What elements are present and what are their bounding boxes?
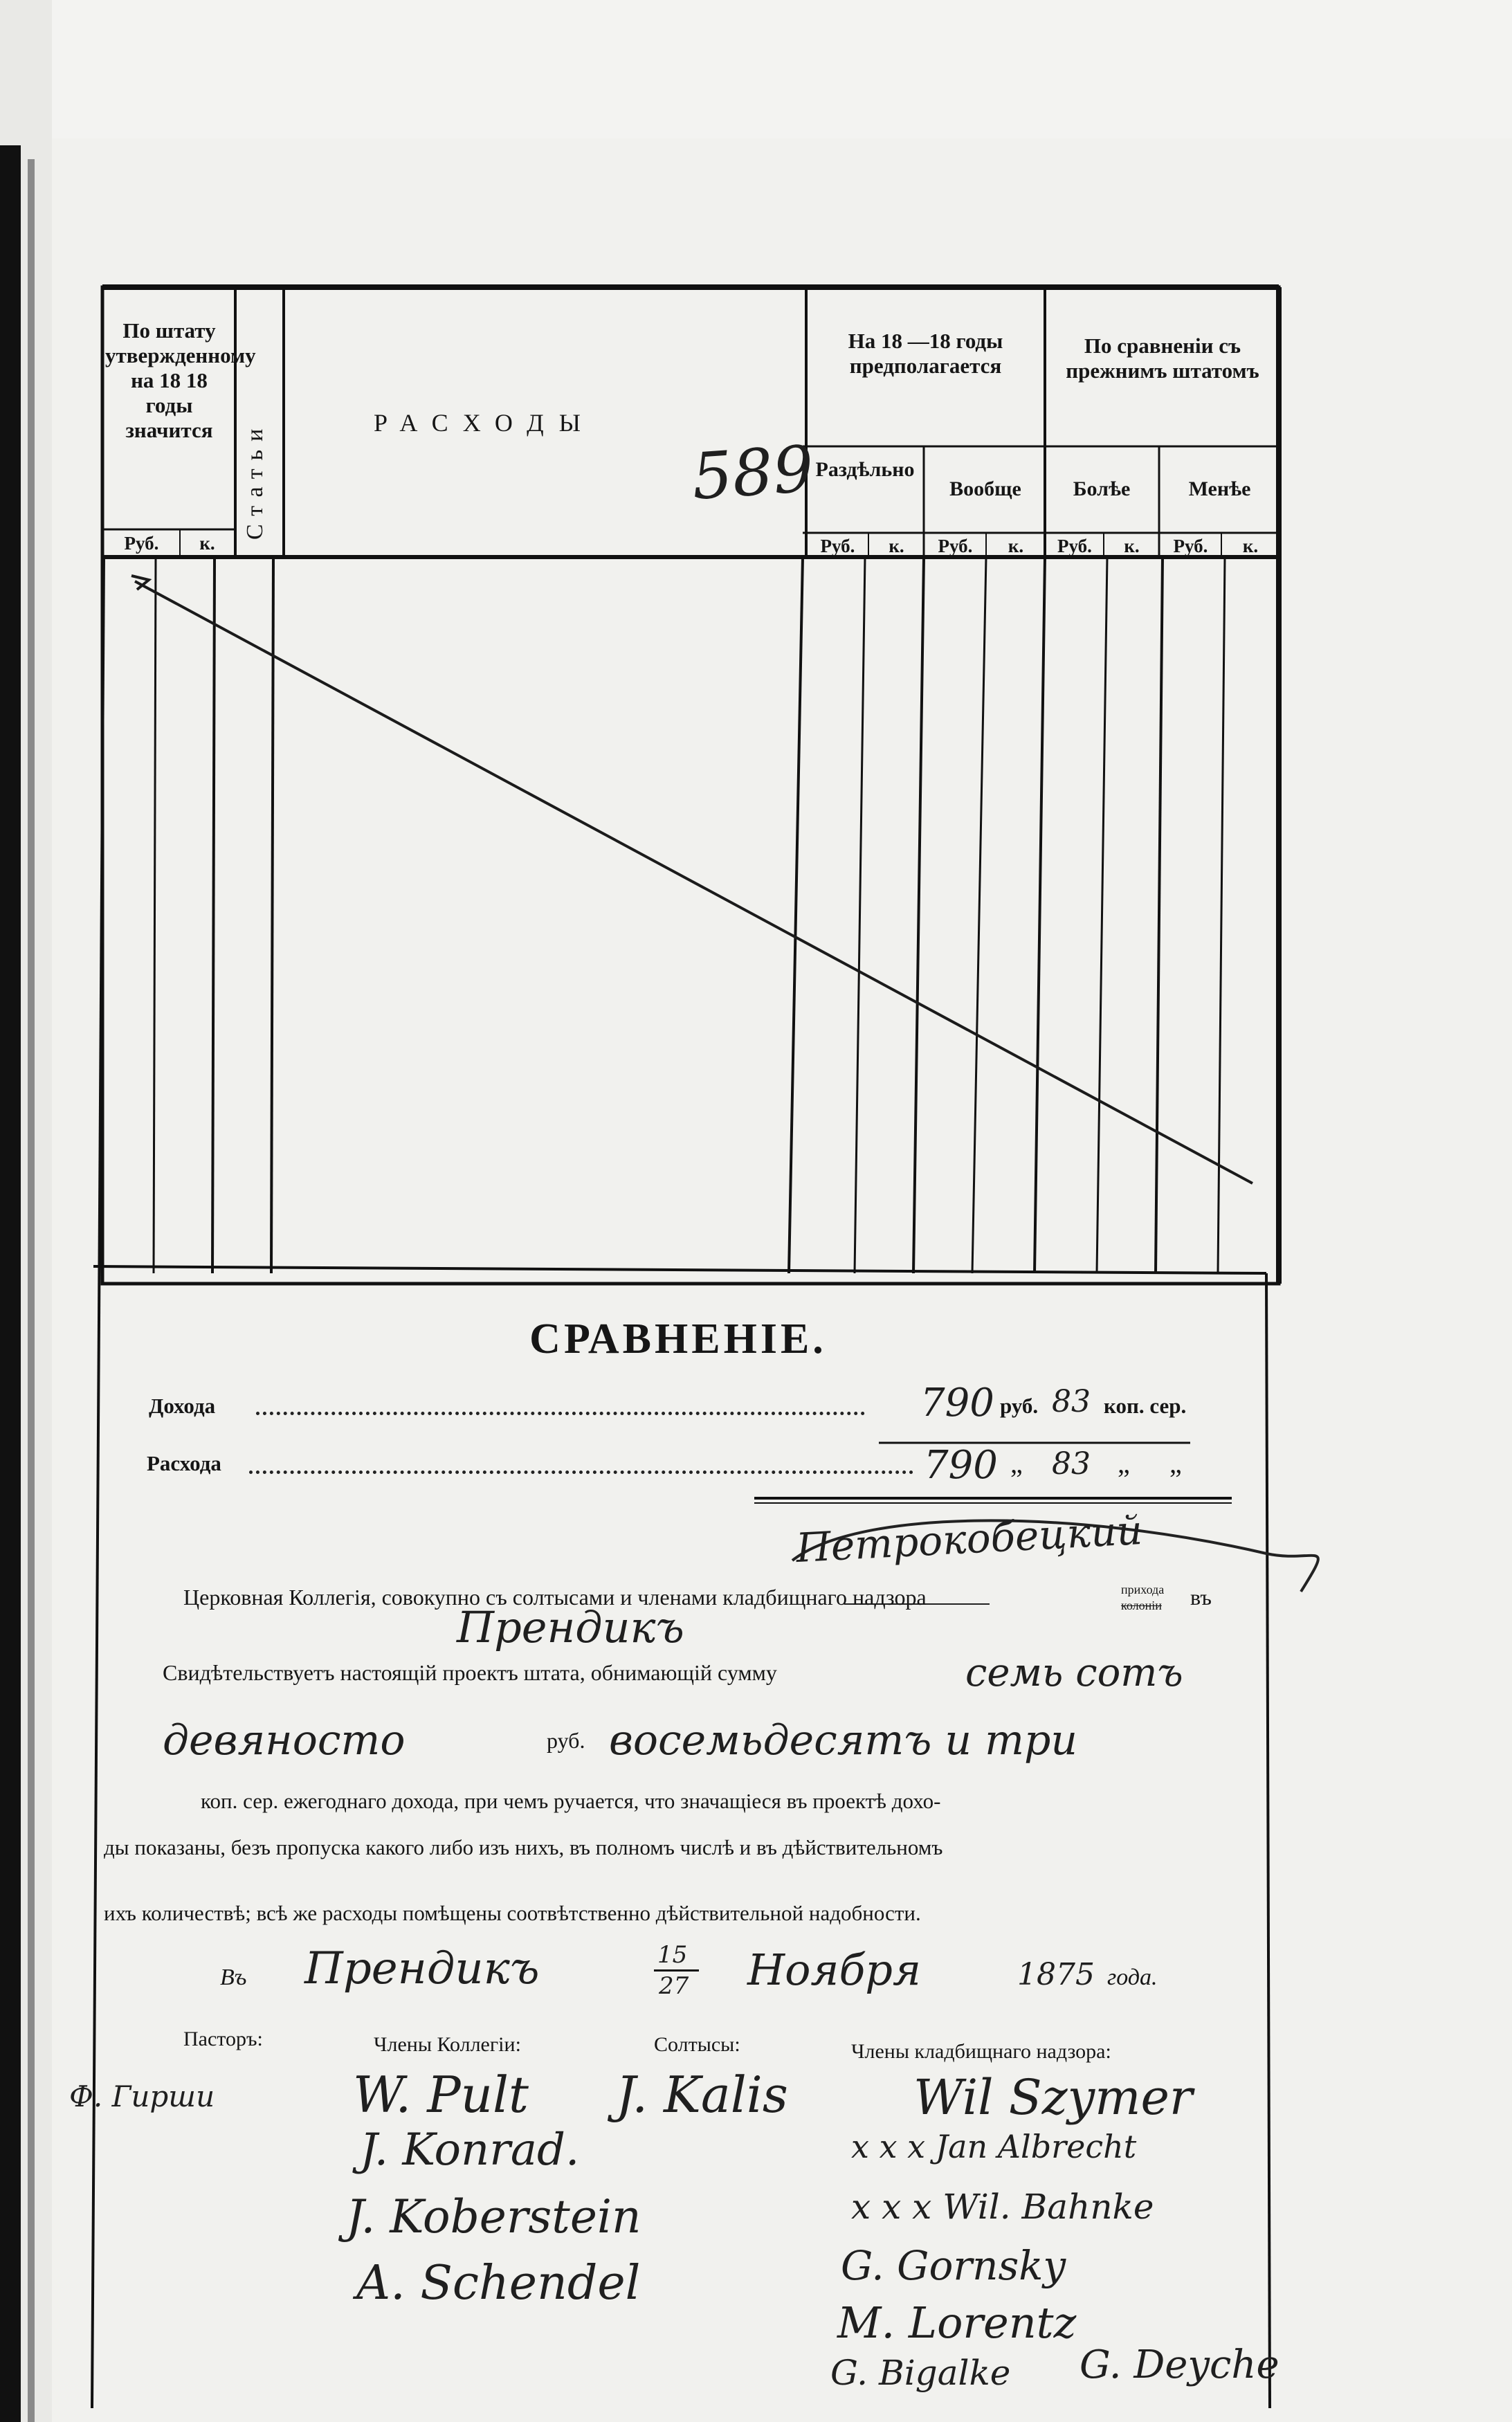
collegium-label: Члены Коллегiи: [374, 2033, 521, 2056]
sum-unit: руб. [547, 1728, 585, 1753]
sum-words-1: семь сотъ [965, 1650, 1183, 1695]
expense-ditto: „ [1118, 1448, 1130, 1479]
header-staff-column: По штату утвержденному на 18 18 годы значится [105, 318, 256, 442]
subheader-less: Менѣе [1188, 477, 1251, 500]
cemetery-signature: Wil Szymer [913, 2069, 1193, 2126]
line1-tail: въ [1190, 1585, 1212, 1610]
certificate-line-3: коп. сер. ежегоднаго дохода, при чемъ ручается, что значащiеся въ проектѣ дохо- [201, 1789, 941, 1813]
expense-kop: 83 [1052, 1446, 1091, 1482]
cemetery-signature: G. Gornsky [841, 2242, 1066, 2289]
header-expenses-title: РАСХОДЫ [374, 409, 596, 437]
income-value: 790 [920, 1381, 994, 1426]
income-leader-dots [256, 1412, 865, 1415]
pastor-signature: Ф. Гирши [69, 2079, 215, 2113]
cemetery-signature: M. Lorentz [837, 2297, 1077, 2348]
date-month: Ноября [747, 1945, 922, 1995]
unit-kop: к. [1242, 536, 1259, 556]
cemetery-signature: G. Bigalke [830, 2353, 1011, 2393]
expense-label: Расхода [147, 1451, 221, 1475]
place-handwritten: Прендикъ [457, 1602, 684, 1652]
comparison-title: СРАВНЕНIЕ. [529, 1315, 827, 1363]
expense-ditto: „ [1169, 1448, 1182, 1479]
cemetery-signature: x x x Jan Albrecht [851, 2128, 1137, 2165]
unit-rub: Руб. [820, 536, 855, 556]
sum-words-3: восемьдесятъ и три [609, 1716, 1078, 1765]
date-day-bottom: 27 [659, 1972, 689, 2000]
handwritten-header-signature: Петрокобецкий [794, 1506, 1144, 1572]
header-comparison-column: По сравненiи съ прежнимъ штатомъ [1066, 334, 1259, 383]
income-kop: 83 [1052, 1384, 1091, 1419]
date-day-divider [654, 1969, 699, 1972]
unit-rub: Руб. [124, 533, 159, 554]
header-articles-column: Статьи [242, 420, 268, 540]
pastor-label: Пасторъ: [183, 2028, 263, 2050]
unit-kop: к. [1124, 536, 1140, 556]
expense-value: 790 [924, 1443, 998, 1488]
subheader-more: Болѣе [1073, 477, 1131, 500]
soltys-label: Солтысы: [654, 2033, 740, 2056]
certificate-line-2: Свидѣтельствуетъ настоящiй проектъ штата, обнимающiй сумму [163, 1660, 777, 1685]
sum-words-2: девяносто [163, 1716, 406, 1765]
header-forecast-column: На 18 —18 годы предполагается [848, 329, 1003, 378]
collegium-signature: J. Koberstein [346, 2190, 641, 2243]
unit-kop: к. [889, 536, 904, 556]
unit-rub: Руб. [1057, 536, 1092, 556]
certificate-line-1: Церковная Коллегiя, совокупно съ солтысами и членами кладбищнаго надзора [183, 1585, 927, 1610]
unit-rub: Руб. [1173, 536, 1208, 556]
line1-small-bottom: колонiи [1121, 1599, 1162, 1612]
collegium-signature: J. Konrad. [360, 2124, 580, 2176]
expense-ditto: „ [1010, 1448, 1023, 1479]
collegium-signature: W. Pult [353, 2066, 529, 2124]
unit-rub: Руб. [938, 536, 973, 556]
unit-kop: к. [1008, 536, 1024, 556]
subheader-total: Вообще [949, 477, 1021, 500]
cemetery-signature: x x x Wil. Bahnke [851, 2187, 1154, 2227]
income-unit-tail: коп. сер. [1104, 1394, 1187, 1418]
date-day-top: 15 [657, 1941, 688, 1969]
income-unit-rub: руб. [1000, 1394, 1039, 1418]
handwritten-page-number: 589 [689, 432, 817, 514]
date-year: 1875 [1017, 1957, 1095, 1992]
cemetery-label: Члены кладбищнаго надзора: [851, 2040, 1111, 2063]
collegium-signature: A. Schendel [356, 2256, 641, 2311]
certificate-line-5: ихъ количествѣ; всѣ же расходы помѣщены соотвѣтственно дѣйствительной надобности. [104, 1901, 921, 1925]
date-place: Прендикъ [304, 1943, 540, 1994]
subheader-separately: Раздѣльно [815, 458, 915, 481]
cemetery-signature: G. Deyche [1080, 2342, 1279, 2387]
unit-kop: к. [199, 533, 215, 554]
certificate-line-4: ды показаны, безъ пропуска какого либо изъ нихъ, въ полномъ числѣ и въ дѣйствительномъ [104, 1835, 943, 1859]
soltys-signature: J. Kalis [616, 2066, 788, 2124]
income-label: Дохода [149, 1394, 216, 1418]
expense-leader-dots [249, 1470, 913, 1474]
date-prefix: Въ [220, 1965, 247, 1990]
line1-small-top: прихода [1121, 1583, 1165, 1596]
date-suffix: года. [1107, 1965, 1158, 1990]
